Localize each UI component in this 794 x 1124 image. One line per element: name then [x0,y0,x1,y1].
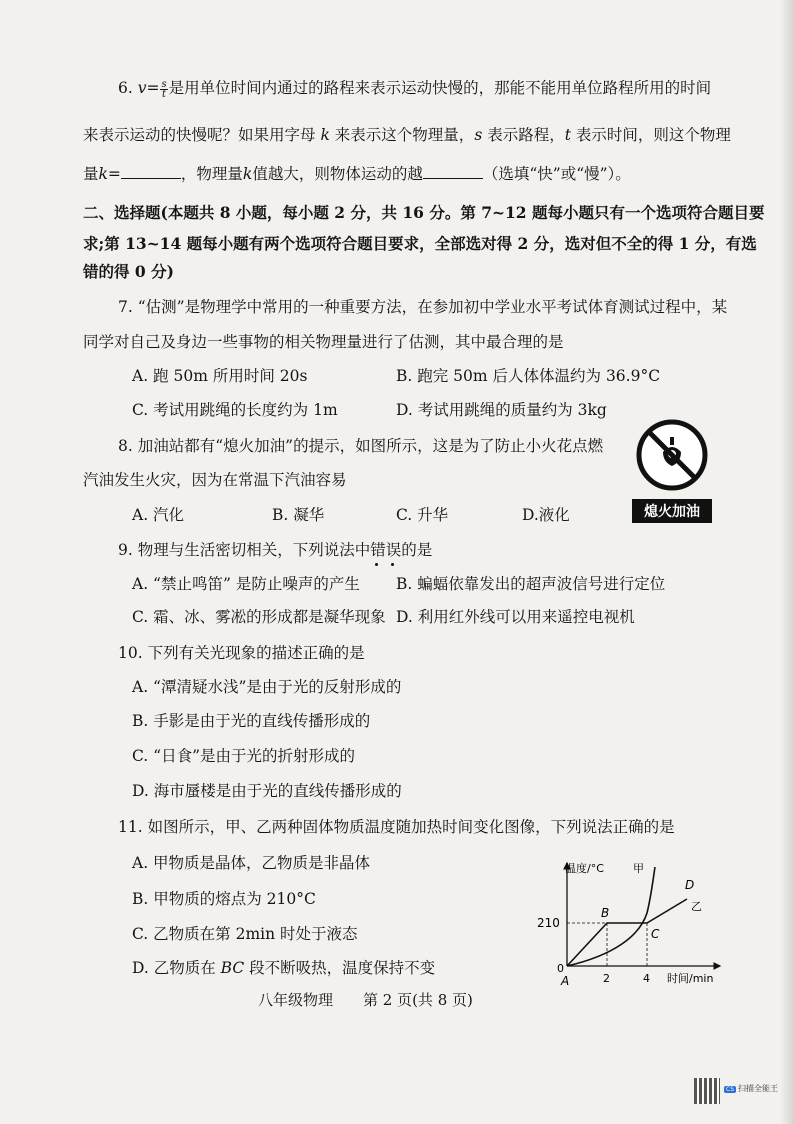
q7-stem-2: 同学对自己及身边一些事物的相关物理量进行了估测，其中最合理的是 [83,333,564,351]
sign-label: 熄火加油 [644,504,700,520]
q8-stem-2: 汽油发生火灾，因为在常温下汽油容易 [83,471,347,489]
y-tick-210: 210 [537,916,560,930]
curve-label-yi: 乙 [691,900,702,913]
q10-option-b: B. 手影是由于光的直线传播形成的 [132,712,371,730]
emphasis-word: 错误 [370,541,401,559]
q7-option-d: D. 考试用跳绳的质量约为 3kg [396,401,607,419]
no-fire-icon [632,417,712,527]
q9-option-c: C. 霜、冰、雾凇的形成都是凝华现象 [132,608,386,626]
q7-stem-1: 7. “估测”是物理学中常用的一种重要方法，在参加初中学业水平考试体育测试过程中，某 [118,298,728,316]
scanner-logo-icon: CS [726,1086,734,1093]
q8-stem-1: 8. 加油站都有“熄火加油”的提示，如图所示，这是为了防止小火花点燃 [118,437,604,455]
q8-option-d: D.液化 [522,506,570,524]
x-tick-4: 4 [643,972,650,985]
q7-option-c: C. 考试用跳绳的长度约为 1m [132,401,338,419]
q8-option-a: A. 汽化 [132,506,185,524]
q7-option-b: B. 跑完 50m 后人体体温约为 36.9°C [396,367,661,385]
x-axis-label: 时间/min [667,972,714,985]
series-yi-line [567,899,687,966]
q10-option-c: C. “日食”是由于光的折射形成的 [132,747,356,765]
temperature-time-graph [537,855,725,995]
q10-option-d: D. 海市蜃楼是由于光的直线传播形成的 [132,782,402,800]
x-tick-2: 2 [603,972,610,985]
section2-line3: 错的得 0 分) [83,262,174,281]
q8-option-b: B. 凝华 [272,506,325,524]
q11-option-b: B. 甲物质的熔点为 210°C [132,890,316,908]
point-label-c: C [651,927,660,941]
q9-option-d: D. 利用红外线可以用来遥控电视机 [396,608,635,626]
page-footer: 八年级物理 第 2 页(共 8 页) [258,991,473,1009]
q11-stem: 11. 如图所示，甲、乙两种固体物质温度随加热时间变化图像，下列说法正确的是 [118,818,675,836]
q6-line2: 来表示运动的快慢呢？如果用字母 k 来表示这个物理量，s 表示路程，t 表示时间，则这个物理 [83,126,731,144]
q9-option-b: B. 蝙蝠依靠发出的超声波信号进行定位 [396,575,666,593]
curve-label-jia: 甲 [633,862,644,875]
q9-option-a: A. “禁止鸣笛” 是防止噪声的产生 [132,575,360,593]
q11-option-d: D. 乙物质在 BC 段不断吸热，温度保持不变 [132,959,436,977]
q8-option-c: C. 升华 [396,506,449,524]
point-label-a: A [561,974,570,988]
q11-option-c: C. 乙物质在第 2min 时处于液态 [132,925,358,943]
q6-line1: 6. v= $\frac{s}{t}$ 是用单位时间内通过的路程来表示运动快慢的，那能不能用单位路程所用的时间 [118,78,712,100]
q10-stem: 10. 下列有关光现象的描述正确的是 [118,644,365,662]
q9-stem: 9. 物理与生活密切相关，下列说法中错误 的是 [118,540,432,560]
section2-line1: 二、选择题(本题共 8 小题，每小题 2 分，共 16 分。第 7~12 题每小题只有一个选项符合题目要 [83,203,765,222]
qr-code-icon [694,1078,720,1104]
no-fire-refuel-sign [632,417,712,527]
scan-edge-shadow [780,0,794,1124]
answer-blank [423,164,483,179]
scanner-watermark: CS 扫描全能王 [726,1084,778,1093]
q10-option-a: A. “潭清疑水浅”是由于光的反射形成的 [132,678,402,696]
fraction-s-over-t: $\frac{s}{t}$ [161,78,167,100]
point-label-d: D [685,878,695,892]
point-label-b: B [601,906,610,920]
q7-option-a: A. 跑 50m 所用时间 20s [132,367,308,385]
answer-blank [121,164,181,179]
y-axis-label: 温度/°C [565,862,604,875]
q6-line3: 量k= ，物理量k值越大，则物体运动的越 （选填“快”或“慢”）。 [83,165,631,183]
origin-label: 0 [557,962,564,975]
section2-line2: 求;第 13~14 题每小题有两个选项符合题目要求，全部选对得 2 分，选对但不全的得 1 分，有选 [83,234,757,253]
q11-option-a: A. 甲物质是晶体，乙物质是非晶体 [132,854,371,872]
